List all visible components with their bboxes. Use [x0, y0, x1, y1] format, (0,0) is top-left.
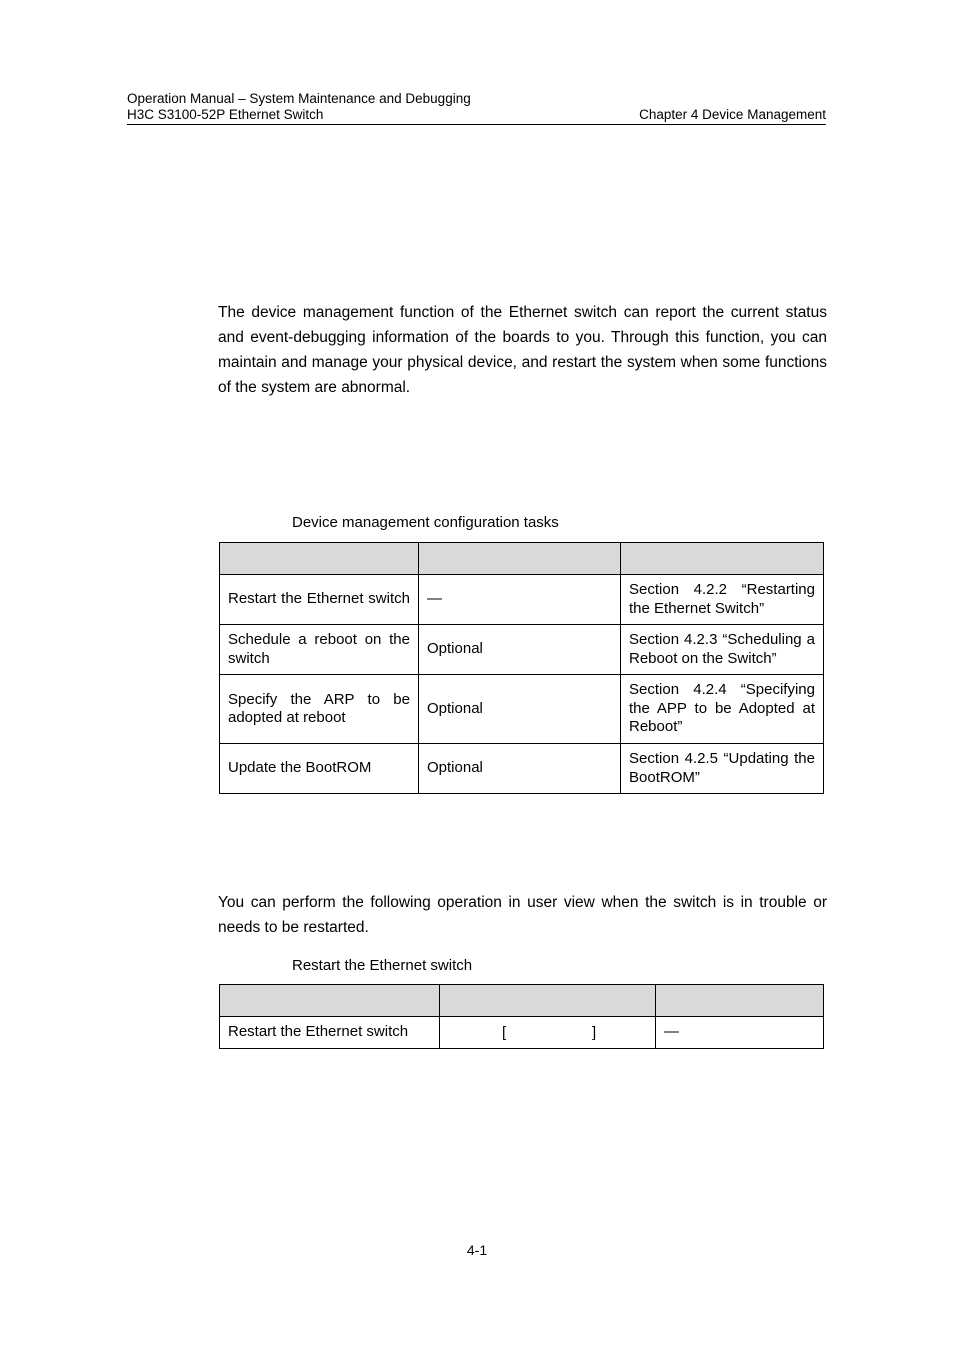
header-cell — [656, 985, 824, 1017]
header-chapter: Chapter 4 Device Management — [639, 107, 826, 122]
table-row — [220, 675, 824, 744]
restart-table — [219, 984, 824, 1049]
table2-caption: Restart the Ethernet switch — [292, 957, 473, 974]
task-cell: Schedule a reboot on the switch — [220, 625, 419, 675]
bracket-close: ] — [592, 1023, 597, 1041]
header-cell — [419, 543, 621, 575]
table-row — [220, 575, 824, 625]
task-cell: Update the BootROM — [220, 744, 419, 794]
remarks-cell: — — [656, 1017, 824, 1049]
table1-caption: Device management configuration tasks — [292, 514, 559, 531]
bracket-open: [ — [502, 1023, 507, 1041]
task-cell: Specify the ARP to be adopted at reboot — [220, 675, 419, 744]
config-tasks-table — [219, 542, 824, 794]
header-manual-title: Operation Manual – System Maintenance and Debugging — [127, 91, 471, 106]
remarks-cell: Optional — [419, 625, 621, 675]
header-cell — [440, 985, 656, 1017]
page-number: 4-1 — [466, 1242, 488, 1258]
remarks-cell: — — [419, 575, 621, 625]
operation-cell: Restart the Ethernet switch — [220, 1017, 440, 1049]
table-header-row — [220, 543, 824, 575]
restart-paragraph: You can perform the following operation in user view when the switch is in trouble or needs to be restarted. — [218, 894, 827, 936]
table-header-row — [220, 985, 824, 1017]
command-cell — [440, 1017, 656, 1049]
section-cell: Section 4.2.2 “Restarting the Ethernet Switch” — [621, 575, 824, 625]
header-cell — [220, 543, 419, 575]
header-line-2 — [127, 107, 826, 123]
intro-paragraph: The device management function of the Ethernet switch can report the current status and event-debugging information of the boards to you. Through this function, you can maintain and manage your physical device, and restart the system when some functions of the system are abnormal. — [218, 304, 827, 396]
remarks-cell: Optional — [419, 675, 621, 744]
table-row — [220, 1017, 824, 1049]
table-row — [220, 625, 824, 675]
task-cell: Restart the Ethernet switch — [220, 575, 419, 625]
header-cell — [220, 985, 440, 1017]
section-cell: Section 4.2.3 “Scheduling a Reboot on the Switch” — [621, 625, 824, 675]
section-cell: Section 4.2.5 “Updating the BootROM” — [621, 744, 824, 794]
header-cell — [621, 543, 824, 575]
remarks-cell: Optional — [419, 744, 621, 794]
table-row — [220, 744, 824, 794]
header-rule — [127, 124, 826, 125]
header-product: H3C S3100-52P Ethernet Switch — [127, 107, 324, 122]
section-cell: Section 4.2.4 “Specifying the APP to be Adopted at Reboot” — [621, 675, 824, 744]
